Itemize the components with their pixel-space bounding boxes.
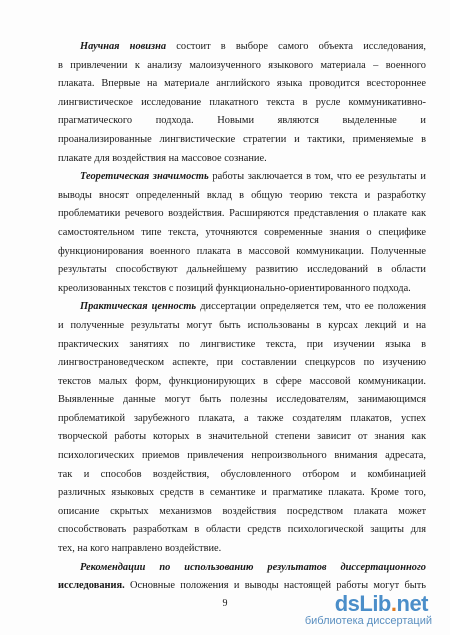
text-run: выводы вносят определенный вклад в общую теорию текста и разработку bbox=[58, 189, 426, 201]
text-run: диссертации определяется тем, что ее положения bbox=[196, 301, 426, 313]
paragraph bbox=[58, 168, 426, 298]
text-run: самостоятельном типе текста, уточняются современные знания о специфике bbox=[58, 226, 426, 238]
text-line bbox=[58, 317, 426, 336]
text-line bbox=[58, 354, 426, 373]
text-line bbox=[58, 559, 426, 578]
text-line bbox=[58, 391, 426, 410]
text-line bbox=[58, 484, 426, 503]
text-line bbox=[58, 224, 426, 243]
emphasized-text: Теоретическая значимость bbox=[80, 171, 209, 183]
text-line bbox=[58, 168, 426, 187]
watermark-logo-ds: ds bbox=[334, 591, 360, 616]
text-run: плаката. Впервые на материале английского языка проводится всестороннее bbox=[58, 78, 426, 90]
text-line bbox=[58, 447, 426, 466]
emphasized-text: Рекомендации по использованию результатов диссертационного bbox=[80, 561, 426, 573]
body-text bbox=[58, 38, 426, 596]
text-run: так и способов воздействия, обусловленного отбором и комбинацией bbox=[58, 468, 426, 480]
text-run: способствовать разработкам в области средств психологической защиты для bbox=[58, 524, 426, 536]
text-run: творческой работы которых в значительной степени зависит от знания как bbox=[58, 431, 426, 443]
text-line bbox=[58, 131, 426, 150]
text-run: состоит в выборе самого объекта исследования, bbox=[166, 41, 426, 52]
text-run: психологических приемов привлечения непроизвольного внимания адресата, bbox=[58, 450, 426, 462]
text-line bbox=[58, 503, 426, 522]
text-run: различных языковых средств в семантике и прагматике плаката. Кроме того, bbox=[58, 487, 426, 499]
text-line bbox=[58, 75, 426, 94]
watermark-logo-dot: . bbox=[390, 591, 397, 616]
text-run: текстов малых форм, функционирующих в сфере массовой коммуникации. bbox=[58, 375, 426, 387]
text-line bbox=[58, 373, 426, 392]
emphasized-text: Практическая ценность bbox=[80, 301, 197, 313]
text-line bbox=[58, 336, 426, 355]
watermark-logo bbox=[335, 591, 428, 617]
text-run: в привлечении к анализу малоизученного языкового материала – военного bbox=[58, 59, 426, 71]
emphasized-text: Научная новизна bbox=[80, 41, 167, 52]
watermark-logo-lib: Lib bbox=[359, 591, 391, 616]
text-line bbox=[58, 521, 426, 540]
text-run: проблематики речевого воздействия. Расширяются представления о плакате как bbox=[58, 208, 426, 220]
text-line bbox=[58, 57, 426, 76]
text-line bbox=[58, 38, 426, 57]
watermark-subtitle: библиотека диссертаций bbox=[304, 615, 432, 627]
watermark bbox=[255, 591, 440, 631]
text-run: креолизованных текстов с позиций функционально-ориентированного подхода. bbox=[58, 282, 411, 294]
text-run: описание скрытых механизмов воздействия посредством плаката может bbox=[58, 505, 426, 517]
text-run: результаты способствуют дальнейшему развитию исследований в области bbox=[58, 264, 426, 276]
text-run: лингвострановедческом аспекте, при составлении спецкурсов по изучению bbox=[58, 357, 426, 369]
text-line bbox=[58, 205, 426, 224]
page-number: 9 bbox=[222, 598, 228, 609]
text-run: лингвистическое исследование плакатного текста в русле коммуникативно- bbox=[58, 96, 426, 108]
text-run: плакате для воздействия на массовое сознание. bbox=[58, 152, 267, 164]
text-line bbox=[58, 410, 426, 429]
text-run: работы заключается в том, что ее результаты и bbox=[208, 171, 426, 183]
text-run: тех, на кого направлено воздействие. bbox=[58, 543, 222, 555]
text-run: функционирования военного плаката в массовой коммуникации. Полученные bbox=[58, 245, 426, 257]
text-run: Основные положения и выводы настоящей работы могут быть bbox=[124, 580, 426, 592]
text-line bbox=[58, 466, 426, 485]
text-run: проанализированные лингвистические стратегии и тактики, применяемые в bbox=[58, 133, 426, 145]
paragraph bbox=[58, 38, 426, 168]
text-run: Выявленные данные могут быть полезны исследователям, занимающимся bbox=[58, 394, 426, 406]
emphasized-text: исследования. bbox=[58, 580, 125, 592]
text-run: практических занятиях по лингвистике текста, при изучении языка в bbox=[58, 338, 426, 350]
text-line bbox=[58, 280, 426, 299]
text-line bbox=[58, 540, 426, 559]
text-line bbox=[58, 112, 426, 131]
watermark-logo-net: net bbox=[396, 591, 428, 616]
text-line bbox=[58, 150, 426, 169]
text-line bbox=[58, 261, 426, 280]
text-line bbox=[58, 187, 426, 206]
text-run: проблематикой зарубежного плаката, а также создателям плакатов, успех bbox=[58, 412, 426, 424]
text-run: и полученные результаты могут быть использованы в курсах лекций и на bbox=[58, 319, 426, 331]
text-line bbox=[58, 94, 426, 113]
text-line bbox=[58, 298, 426, 317]
paragraph bbox=[58, 298, 426, 558]
text-run: прагматического подхода. Новыми являются выделенные и bbox=[58, 115, 426, 127]
text-line bbox=[58, 243, 426, 262]
text-line bbox=[58, 428, 426, 447]
